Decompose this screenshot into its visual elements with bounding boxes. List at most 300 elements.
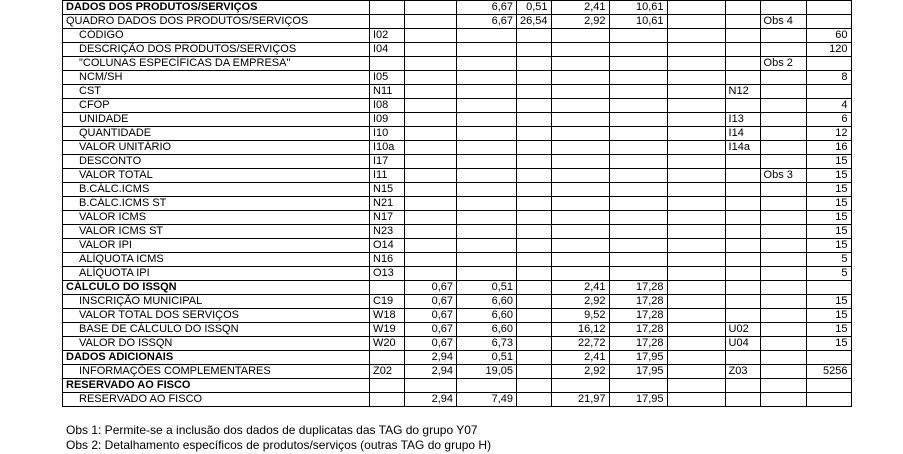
- table-cell: Z02: [370, 365, 405, 379]
- table-cell: [517, 85, 552, 99]
- row-label: QUANTIDADE: [63, 127, 370, 141]
- table-cell: [667, 365, 725, 379]
- row-label: DESCONTO: [63, 155, 370, 169]
- table-row: [63, 71, 852, 85]
- table-cell: [667, 253, 725, 267]
- table-cell: [405, 239, 457, 253]
- table-cell: [405, 85, 457, 99]
- table-cell: [667, 169, 725, 183]
- table-row: [63, 183, 852, 197]
- table-cell: [760, 253, 806, 267]
- row-label: DADOS DOS PRODUTOS/SERVIÇOS: [63, 1, 370, 15]
- table-cell: [725, 71, 760, 85]
- table-cell: 2,41: [551, 1, 609, 15]
- table-cell: [667, 295, 725, 309]
- table-cell: [405, 113, 457, 127]
- table-cell: [760, 323, 806, 337]
- table-cell: [760, 337, 806, 351]
- table-cell: [760, 225, 806, 239]
- table-cell: [457, 253, 517, 267]
- table-cell: 7,49: [457, 393, 517, 407]
- table-cell: [517, 127, 552, 141]
- table-cell: [667, 239, 725, 253]
- table-cell: [806, 1, 851, 15]
- table-cell: [517, 351, 552, 365]
- table-cell: I17: [370, 155, 405, 169]
- table-cell: [405, 127, 457, 141]
- table-cell: 9,52: [551, 309, 609, 323]
- table-cell: 21,97: [551, 393, 609, 407]
- table-cell: N12: [725, 85, 760, 99]
- table-cell: [760, 379, 806, 393]
- table-cell: 17,28: [609, 337, 667, 351]
- table-cell: [609, 239, 667, 253]
- table-cell: [517, 183, 552, 197]
- table-cell: [551, 71, 609, 85]
- table-cell: N16: [370, 253, 405, 267]
- table-cell: [457, 71, 517, 85]
- table-cell: N21: [370, 197, 405, 211]
- table-cell: 19,05: [457, 365, 517, 379]
- table-cell: [667, 337, 725, 351]
- table-cell: [725, 169, 760, 183]
- row-label: CFOP: [63, 99, 370, 113]
- table-cell: 6,67: [457, 1, 517, 15]
- table-cell: [457, 127, 517, 141]
- table-cell: [609, 253, 667, 267]
- table-cell: [806, 57, 851, 71]
- table-cell: 15: [806, 183, 851, 197]
- table-cell: [760, 71, 806, 85]
- table-cell: [609, 183, 667, 197]
- table-cell: W20: [370, 337, 405, 351]
- table-cell: [667, 183, 725, 197]
- table-cell: 2,92: [551, 365, 609, 379]
- table-cell: [609, 141, 667, 155]
- table-cell: [370, 57, 405, 71]
- table-cell: [457, 239, 517, 253]
- table-cell: 15: [806, 295, 851, 309]
- table-cell: [667, 225, 725, 239]
- table-cell: [760, 295, 806, 309]
- table-cell: [405, 43, 457, 57]
- table-cell: 17,28: [609, 295, 667, 309]
- table-cell: [405, 211, 457, 225]
- table-cell: 60: [806, 29, 851, 43]
- row-label: UNIDADE: [63, 113, 370, 127]
- table-cell: 17,28: [609, 323, 667, 337]
- table-cell: [517, 309, 552, 323]
- table-row: [63, 337, 852, 351]
- table-cell: [457, 211, 517, 225]
- table-cell: 2,92: [551, 295, 609, 309]
- section-row: [63, 281, 852, 295]
- section-row: [63, 379, 852, 393]
- table-row: [63, 295, 852, 309]
- table-cell: [517, 253, 552, 267]
- table-row: [63, 29, 852, 43]
- table-cell: [517, 29, 552, 43]
- table-cell: [551, 85, 609, 99]
- row-label: VALOR TOTAL DOS SERVIÇOS: [63, 309, 370, 323]
- table-cell: [457, 197, 517, 211]
- table-cell: [551, 183, 609, 197]
- table-cell: [725, 99, 760, 113]
- table-cell: [806, 281, 851, 295]
- section-row: [63, 1, 852, 15]
- table-cell: [667, 99, 725, 113]
- table-row: [63, 267, 852, 281]
- table-cell: [370, 351, 405, 365]
- row-label: B.CÁLC.ICMS ST: [63, 197, 370, 211]
- table-cell: I11: [370, 169, 405, 183]
- table-cell: [609, 85, 667, 99]
- table-cell: U04: [725, 337, 760, 351]
- table-cell: 15: [806, 169, 851, 183]
- table-cell: 0,51: [457, 351, 517, 365]
- table-cell: [457, 379, 517, 393]
- table-cell: 17,28: [609, 281, 667, 295]
- table-cell: Obs 3: [760, 169, 806, 183]
- table-cell: [725, 197, 760, 211]
- table-cell: [725, 295, 760, 309]
- table-cell: [551, 141, 609, 155]
- table-cell: [457, 141, 517, 155]
- table-cell: I08: [370, 99, 405, 113]
- table-cell: [806, 379, 851, 393]
- table-cell: [725, 379, 760, 393]
- table-cell: [609, 113, 667, 127]
- row-label: ALÍQUOTA ICMS: [63, 253, 370, 267]
- table-cell: [667, 323, 725, 337]
- table-cell: [667, 351, 725, 365]
- table-cell: 5: [806, 267, 851, 281]
- table-cell: [457, 155, 517, 169]
- table-cell: [609, 267, 667, 281]
- table-cell: 6,60: [457, 323, 517, 337]
- table-cell: 15: [806, 323, 851, 337]
- table-cell: 15: [806, 239, 851, 253]
- table-cell: I05: [370, 71, 405, 85]
- table-cell: [457, 113, 517, 127]
- row-label: NCM/SH: [63, 71, 370, 85]
- table-cell: 15: [806, 211, 851, 225]
- table-row: [63, 155, 852, 169]
- table-cell: [517, 393, 552, 407]
- table-cell: I10: [370, 127, 405, 141]
- table-cell: [667, 29, 725, 43]
- table-cell: 8: [806, 71, 851, 85]
- table-cell: 2,41: [551, 351, 609, 365]
- table-cell: [405, 141, 457, 155]
- table-cell: [609, 225, 667, 239]
- table-cell: 15: [806, 155, 851, 169]
- row-label: INSCRIÇÃO MUNICIPAL: [63, 295, 370, 309]
- table-cell: [760, 99, 806, 113]
- row-label: VALOR ICMS: [63, 211, 370, 225]
- table-cell: [405, 253, 457, 267]
- table-cell: I02: [370, 29, 405, 43]
- row-label: DADOS ADICIONAIS: [63, 351, 370, 365]
- table-cell: 0,51: [457, 281, 517, 295]
- table-cell: [667, 155, 725, 169]
- table-cell: [725, 43, 760, 57]
- table-cell: 26,54: [517, 15, 552, 29]
- row-label: QUADRO DADOS DOS PRODUTOS/SERVIÇOS: [63, 15, 370, 29]
- table-cell: [760, 197, 806, 211]
- row-label: CÁLCULO DO ISSQN: [63, 281, 370, 295]
- table-cell: 16,12: [551, 323, 609, 337]
- table-row: [63, 113, 852, 127]
- table-cell: N15: [370, 183, 405, 197]
- table-cell: [457, 99, 517, 113]
- table-cell: 2,94: [405, 365, 457, 379]
- table-cell: [405, 99, 457, 113]
- table-cell: [725, 225, 760, 239]
- table-cell: [667, 211, 725, 225]
- table-cell: [667, 15, 725, 29]
- table-cell: [806, 393, 851, 407]
- table-cell: [551, 113, 609, 127]
- table-cell: O14: [370, 239, 405, 253]
- table-cell: [517, 365, 552, 379]
- table-cell: Z03: [725, 365, 760, 379]
- row-label: VALOR IPI: [63, 239, 370, 253]
- table-cell: [517, 141, 552, 155]
- table-cell: [551, 43, 609, 57]
- table-cell: [609, 211, 667, 225]
- table-cell: [806, 351, 851, 365]
- table-cell: Obs 4: [760, 15, 806, 29]
- table-row: [63, 57, 852, 71]
- table-cell: [405, 71, 457, 85]
- table-cell: [760, 127, 806, 141]
- table-cell: [517, 295, 552, 309]
- table-cell: 22,72: [551, 337, 609, 351]
- table-cell: [667, 281, 725, 295]
- table-row: [63, 127, 852, 141]
- table-cell: 0,67: [405, 295, 457, 309]
- table-cell: 0,67: [405, 309, 457, 323]
- table-cell: I13: [725, 113, 760, 127]
- table-cell: 6,60: [457, 295, 517, 309]
- table-cell: Obs 2: [760, 57, 806, 71]
- table-cell: [517, 57, 552, 71]
- table-row: [63, 141, 852, 155]
- table-cell: [806, 15, 851, 29]
- row-label: RESERVADO AO FISCO: [63, 379, 370, 393]
- table-row: [63, 99, 852, 113]
- table-cell: [457, 85, 517, 99]
- table-cell: I09: [370, 113, 405, 127]
- table-cell: [370, 379, 405, 393]
- table-cell: [760, 29, 806, 43]
- table-cell: I14: [725, 127, 760, 141]
- table-cell: 17,95: [609, 351, 667, 365]
- table-cell: [405, 57, 457, 71]
- table-cell: [667, 85, 725, 99]
- table-cell: [760, 351, 806, 365]
- table-cell: [517, 211, 552, 225]
- table-cell: [405, 379, 457, 393]
- table-cell: [806, 85, 851, 99]
- table-cell: [725, 211, 760, 225]
- table-cell: [725, 183, 760, 197]
- table-cell: [517, 197, 552, 211]
- table-cell: 2,94: [405, 351, 457, 365]
- table-cell: [609, 71, 667, 85]
- table-cell: [609, 379, 667, 393]
- table-cell: [760, 267, 806, 281]
- table-cell: 6,67: [457, 15, 517, 29]
- row-label: INFORMAÇÕES COMPLEMENTARES: [63, 365, 370, 379]
- table-cell: [551, 155, 609, 169]
- table-cell: I04: [370, 43, 405, 57]
- table-cell: [457, 267, 517, 281]
- table-cell: [725, 29, 760, 43]
- table-cell: [405, 197, 457, 211]
- section-row: [63, 15, 852, 29]
- table-cell: N23: [370, 225, 405, 239]
- table-cell: 15: [806, 197, 851, 211]
- table-cell: [370, 15, 405, 29]
- table-row: [63, 253, 852, 267]
- table-cell: [609, 43, 667, 57]
- table-cell: 0,67: [405, 323, 457, 337]
- table-cell: [517, 323, 552, 337]
- table-cell: 10,61: [609, 1, 667, 15]
- table-cell: [725, 239, 760, 253]
- products-table: [62, 0, 852, 407]
- table-cell: 5256: [806, 365, 851, 379]
- table-cell: [760, 309, 806, 323]
- table-cell: [725, 281, 760, 295]
- table-cell: [517, 239, 552, 253]
- table-cell: 6,73: [457, 337, 517, 351]
- table-cell: I10a: [370, 141, 405, 155]
- table-cell: [551, 211, 609, 225]
- table-cell: 17,95: [609, 393, 667, 407]
- row-label: "COLUNAS ESPECÍFICAS DA EMPRESA": [63, 57, 370, 71]
- table-cell: [370, 281, 405, 295]
- table-cell: [517, 71, 552, 85]
- table-cell: [667, 393, 725, 407]
- table-cell: [760, 365, 806, 379]
- table-cell: [551, 169, 609, 183]
- note-obs1: Obs 1: Permite-se a inclusão dos dados de duplicatas das TAG do grupo Y07: [66, 423, 478, 437]
- table-cell: [551, 99, 609, 113]
- table-cell: 2,94: [405, 393, 457, 407]
- table-cell: [760, 239, 806, 253]
- table-cell: [667, 113, 725, 127]
- table-cell: [457, 183, 517, 197]
- row-label: VALOR ICMS ST: [63, 225, 370, 239]
- table-cell: 17,28: [609, 309, 667, 323]
- table-cell: 0,67: [405, 281, 457, 295]
- table-row: [63, 197, 852, 211]
- row-label: BASE DE CÁLCULO DO ISSQN: [63, 323, 370, 337]
- table-cell: O13: [370, 267, 405, 281]
- table-cell: [551, 127, 609, 141]
- table-cell: [667, 1, 725, 15]
- table-cell: [667, 267, 725, 281]
- table-cell: [725, 309, 760, 323]
- table-cell: [725, 15, 760, 29]
- table-cell: 12: [806, 127, 851, 141]
- table-cell: N17: [370, 211, 405, 225]
- table-cell: 6: [806, 113, 851, 127]
- row-label: VALOR UNITÁRIO: [63, 141, 370, 155]
- table-row: [63, 309, 852, 323]
- table-cell: [760, 85, 806, 99]
- section-row: [63, 351, 852, 365]
- table-cell: [551, 379, 609, 393]
- table-cell: [760, 43, 806, 57]
- table-cell: [725, 1, 760, 15]
- table-cell: [517, 169, 552, 183]
- table-cell: [667, 197, 725, 211]
- table-cell: [667, 309, 725, 323]
- table-cell: [457, 169, 517, 183]
- table-cell: [725, 267, 760, 281]
- table-cell: [517, 379, 552, 393]
- table-row: [63, 211, 852, 225]
- table-cell: [725, 253, 760, 267]
- table-cell: [551, 197, 609, 211]
- table-cell: 16: [806, 141, 851, 155]
- table-cell: [457, 57, 517, 71]
- row-label: VALOR DO ISSQN: [63, 337, 370, 351]
- table-cell: [609, 99, 667, 113]
- table-cell: [405, 183, 457, 197]
- table-row: [63, 169, 852, 183]
- table-cell: [667, 57, 725, 71]
- table-cell: [517, 337, 552, 351]
- table-cell: [609, 169, 667, 183]
- table-cell: [760, 155, 806, 169]
- table-cell: [551, 253, 609, 267]
- table-row: [63, 225, 852, 239]
- table-cell: 4: [806, 99, 851, 113]
- table-cell: [457, 225, 517, 239]
- table-cell: [760, 183, 806, 197]
- table-cell: W18: [370, 309, 405, 323]
- table-cell: 2,41: [551, 281, 609, 295]
- table-cell: [405, 169, 457, 183]
- table-cell: 0,51: [517, 1, 552, 15]
- table-cell: [517, 225, 552, 239]
- table-cell: [405, 155, 457, 169]
- table-cell: [725, 393, 760, 407]
- table-cell: [405, 225, 457, 239]
- table-cell: [517, 43, 552, 57]
- table-cell: 17,95: [609, 365, 667, 379]
- table-cell: [609, 127, 667, 141]
- table-cell: [405, 1, 457, 15]
- table-cell: 15: [806, 309, 851, 323]
- table-cell: [760, 281, 806, 295]
- table-cell: N11: [370, 85, 405, 99]
- note-obs2: Obs 2: Detalhamento específicos de produtos/serviços (outras TAG do grupo H): [66, 438, 492, 452]
- table-row: [63, 323, 852, 337]
- table-cell: [457, 43, 517, 57]
- table-cell: I14a: [725, 141, 760, 155]
- table-cell: [609, 155, 667, 169]
- table-cell: [667, 127, 725, 141]
- row-label: CST: [63, 85, 370, 99]
- table-row: [63, 43, 852, 57]
- table-cell: [405, 15, 457, 29]
